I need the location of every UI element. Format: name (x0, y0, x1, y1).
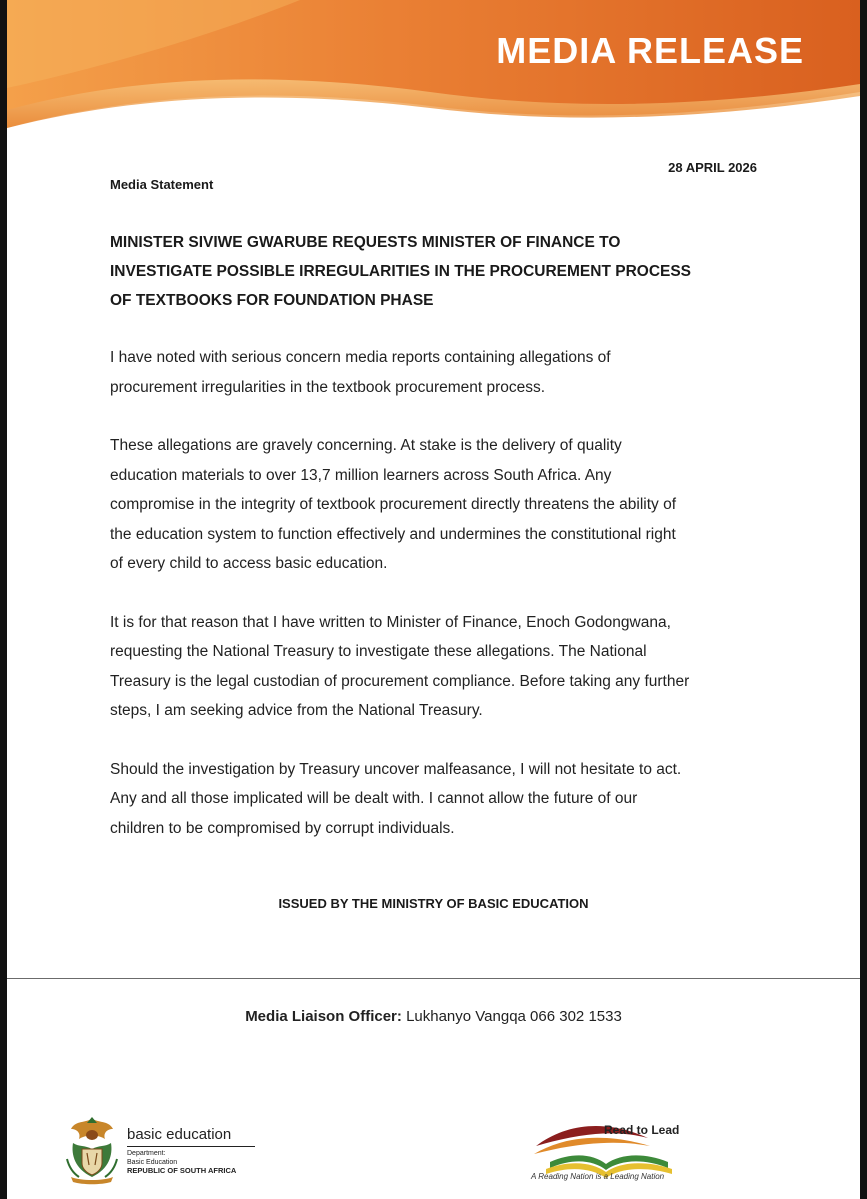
text-line: Any and all those implicated will be dealt with. I cannot allow the future of our (110, 790, 638, 807)
paragraph-2 (110, 431, 760, 579)
text-line: requesting the National Treasury to investigate these allegations. The National (110, 643, 647, 660)
text-line: Should the investigation by Treasury uncover malfeasance, I will not hesitate to act. (110, 760, 682, 778)
text-line: compromise in the integrity of textbook procurement directly threatens the ability of (110, 496, 677, 513)
text-line: the education system to function effectively and undermines the constitutional right (110, 525, 676, 543)
contact-label: Media Liaison Officer: (245, 1008, 402, 1025)
banner-title: MEDIA RELEASE (496, 30, 804, 71)
paragraph-3 (110, 608, 760, 726)
paragraph-4 (110, 755, 760, 844)
contact-value: Lukhanyo Vangqa 066 302 1533 (406, 1008, 622, 1025)
media-contact (0, 1008, 867, 1025)
headline-line: OF TEXTBOOKS FOR FOUNDATION PHASE (110, 292, 434, 309)
headline-line: INVESTIGATE POSSIBLE IRREGULARITIES IN THE PROCUREMENT PROCESS (110, 263, 692, 280)
department-name: basic education (127, 1126, 232, 1143)
text-line: education materials to over 13,7 million learners across South Africa. Any (110, 466, 612, 484)
coat-of-arms-icon (65, 1115, 120, 1185)
document-type: Media Statement (110, 177, 214, 192)
department-line: Basic Education (127, 1158, 178, 1166)
text-line: It is for that reason that I have written to Minister of Finance, Enoch Godongwana, (110, 613, 671, 631)
text-line: These allegations are gravely concerning. At stake is the delivery of quality (110, 437, 622, 454)
department-logo-text (127, 1126, 255, 1176)
republic-label: REPUBLIC OF SOUTH AFRICA (127, 1166, 237, 1175)
text-line: I have noted with serious concern media reports containing allegations of (110, 349, 611, 366)
footer-divider (7, 978, 860, 979)
statement-body (110, 343, 760, 872)
text-line: of every child to access basic education. (110, 555, 388, 572)
paragraph-1 (110, 343, 760, 402)
text-line: steps, I am seeking advice from the National Treasury. (110, 702, 483, 719)
text-line: children to be compromised by corrupt individuals. (110, 819, 455, 837)
release-date: 28 APRIL 2026 (668, 160, 757, 175)
department-rule (127, 1146, 255, 1147)
issued-by: ISSUED BY THE MINISTRY OF BASIC EDUCATION (278, 896, 589, 911)
department-line: Department: (127, 1150, 166, 1157)
read-to-lead-title: Read to Lead (604, 1123, 680, 1137)
headline-line: MINISTER SIVIWE GWARUBE REQUESTS MINISTER OF FINANCE TO (110, 234, 621, 251)
headline (110, 228, 770, 315)
text-line: procurement irregularities in the textbook procurement process. (110, 378, 546, 396)
text-line: Treasury is the legal custodian of procurement compliance. Before taking any further (110, 672, 690, 690)
read-to-lead-tagline: A Reading Nation is a Leading Nation (531, 1172, 665, 1181)
